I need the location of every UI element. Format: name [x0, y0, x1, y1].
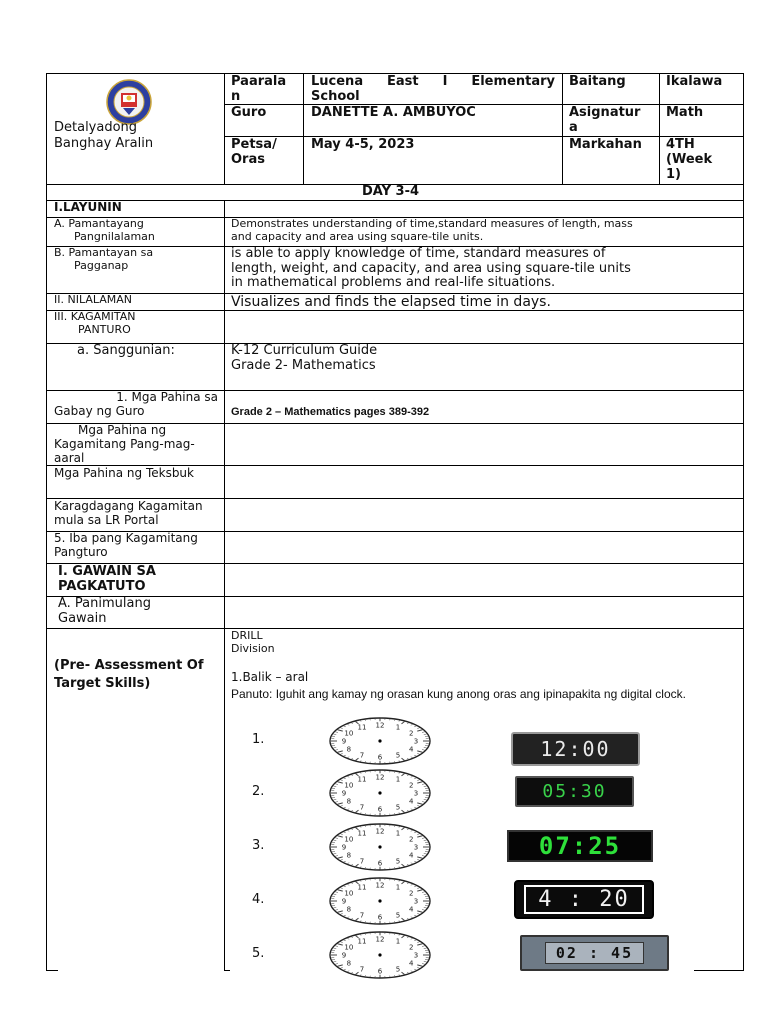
svg-text:6: 6: [377, 753, 383, 762]
svg-text:11: 11: [357, 723, 367, 732]
panimula-label: A. Panimulang Gawain: [58, 596, 151, 626]
sanggunian-value: K-12 Curriculum Guide Grade 2- Mathematics: [231, 343, 378, 373]
svg-text:5: 5: [395, 751, 401, 760]
svg-text:11: 11: [357, 775, 367, 784]
lr-portal-label: Karagdagang Kagamitan mula sa LR Portal: [54, 499, 203, 527]
content-standard-label: A. Pamantayang Pangnilalaman: [54, 217, 155, 243]
svg-text:3: 3: [413, 737, 419, 746]
svg-text:1: 1: [395, 883, 401, 892]
svg-text:6: 6: [377, 805, 383, 814]
svg-text:7: 7: [359, 803, 365, 812]
analog-clock-icon[interactable]: [328, 822, 432, 872]
iba-pang-label: 5. Iba pang Kagamitang Pangturo: [54, 531, 198, 559]
svg-text:8: 8: [346, 797, 352, 806]
svg-text:10: 10: [344, 781, 354, 790]
svg-text:3: 3: [413, 951, 419, 960]
svg-text:1: 1: [395, 723, 401, 732]
subject-value: Math: [666, 105, 704, 120]
exercise-item-number: 3.: [252, 838, 265, 853]
svg-text:7: 7: [359, 965, 365, 974]
svg-text:8: 8: [346, 905, 352, 914]
svg-text:4: 4: [408, 797, 414, 806]
svg-text:3: 3: [413, 789, 419, 798]
school-label: Paarala n: [231, 74, 287, 104]
mag-aaral-pages-label: Mga Pahina ng Kagamitang Pang-mag- aaral: [54, 423, 195, 465]
svg-text:9: 9: [341, 737, 347, 746]
svg-text:9: 9: [341, 789, 347, 798]
svg-text:12: 12: [375, 773, 385, 782]
svg-text:10: 10: [344, 729, 354, 738]
svg-text:10: 10: [344, 943, 354, 952]
svg-text:12: 12: [375, 721, 385, 730]
svg-text:1: 1: [395, 829, 401, 838]
gawain-heading: I. GAWAIN SA PAGKATUTO: [58, 564, 156, 594]
deped-seal-logo: [101, 79, 157, 125]
svg-text:6: 6: [377, 967, 383, 976]
analog-clock-icon[interactable]: [328, 768, 432, 818]
exercise-item-number: 4.: [252, 892, 265, 907]
svg-text:7: 7: [359, 857, 365, 866]
teacher-value: DANETTE A. AMBUYOC: [311, 105, 476, 120]
digital-clock-display: 05:30: [515, 776, 634, 807]
svg-text:1: 1: [395, 937, 401, 946]
svg-text:2: 2: [408, 835, 414, 844]
performance-standard-label: B. Pamantayan sa Pagganap: [54, 246, 154, 272]
grade-value: Ikalawa: [666, 74, 723, 89]
svg-text:12: 12: [375, 881, 385, 890]
digital-clock-display: 12:00: [511, 732, 640, 766]
panuto-instruction: Panuto: Iguhit ang kamay ng orasan kung anong oras ang ipinapakita ng digital clock.: [231, 687, 686, 701]
svg-text:10: 10: [344, 835, 354, 844]
guro-pages-value: Grade 2 – Mathematics pages 389-392: [231, 406, 430, 418]
plan-title: Detalyadong Banghay Aralin: [54, 120, 154, 151]
grade-label: Baitang: [569, 74, 626, 89]
analog-clock-icon[interactable]: [328, 716, 432, 766]
svg-text:5: 5: [395, 911, 401, 920]
svg-text:6: 6: [377, 859, 383, 868]
analog-clock-icon[interactable]: [328, 930, 432, 980]
svg-text:11: 11: [357, 937, 367, 946]
svg-text:9: 9: [341, 843, 347, 852]
nilalaman-label: II. NILALAMAN: [54, 293, 133, 306]
svg-text:1: 1: [395, 775, 401, 784]
svg-text:4: 4: [408, 959, 414, 968]
svg-text:4: 4: [408, 745, 414, 754]
svg-text:11: 11: [357, 883, 367, 892]
content-standard-value: Demonstrates understanding of time,standard measures of length, mass and capacity and area using square-tile units.: [231, 217, 633, 243]
date-label: Petsa/ Oras: [231, 137, 277, 167]
quarter-label: Markahan: [569, 137, 642, 152]
drill-label: DRILL: [231, 629, 263, 642]
quarter-value: 4TH (Week 1): [666, 137, 713, 182]
digital-clock-display: 07:25: [507, 830, 653, 862]
day-heading: DAY 3-4: [362, 184, 420, 199]
kagamitan-label: III. KAGAMITAN PANTURO: [54, 310, 136, 336]
svg-text:2: 2: [408, 781, 414, 790]
layunin-heading: I.LAYUNIN: [54, 200, 122, 214]
svg-text:8: 8: [346, 851, 352, 860]
guro-pages-label: 1. Mga Pahina sa Gabay ng Guro: [54, 390, 218, 418]
svg-text:9: 9: [341, 951, 347, 960]
pre-assessment-label: (Pre- Assessment Of Target Skills): [54, 658, 204, 692]
svg-text:4: 4: [408, 851, 414, 860]
exercise-item-number: 2.: [252, 784, 265, 799]
performance-standard-value: is able to apply knowledge of time, standard measures of length, weight, and capacity, and area using square-tile units in mathematical problems and real-life situations.: [231, 246, 631, 291]
svg-text:9: 9: [341, 897, 347, 906]
svg-text:8: 8: [346, 745, 352, 754]
balik-aral-label: 1.Balik – aral: [231, 670, 309, 684]
school-value: Lucena East I Elementary School: [311, 74, 555, 104]
svg-text:11: 11: [357, 829, 367, 838]
svg-text:7: 7: [359, 751, 365, 760]
digital-clock-display: 4 : 20: [514, 880, 654, 919]
digital-clock-display: 02 : 45: [520, 935, 669, 971]
svg-text:5: 5: [395, 857, 401, 866]
svg-text:10: 10: [344, 889, 354, 898]
svg-text:12: 12: [375, 935, 385, 944]
svg-text:3: 3: [413, 843, 419, 852]
svg-text:8: 8: [346, 959, 352, 968]
svg-text:2: 2: [408, 889, 414, 898]
division-label: Division: [231, 642, 275, 655]
svg-text:4: 4: [408, 905, 414, 914]
exercise-item-number: 5.: [252, 946, 265, 961]
svg-text:12: 12: [375, 827, 385, 836]
svg-text:7: 7: [359, 911, 365, 920]
exercise-item-number: 1.: [252, 732, 265, 747]
teacher-label: Guro: [231, 105, 267, 120]
analog-clock-icon[interactable]: [328, 876, 432, 926]
svg-text:2: 2: [408, 729, 414, 738]
teksbuk-label: Mga Pahina ng Teksbuk: [54, 466, 194, 480]
svg-text:5: 5: [395, 965, 401, 974]
svg-text:3: 3: [413, 897, 419, 906]
date-value: May 4-5, 2023: [311, 137, 415, 152]
nilalaman-value: Visualizes and finds the elapsed time in days.: [231, 294, 551, 310]
svg-text:2: 2: [408, 943, 414, 952]
svg-text:6: 6: [377, 913, 383, 922]
svg-text:5: 5: [395, 803, 401, 812]
sanggunian-label: a. Sanggunian:: [77, 343, 175, 358]
subject-label: Asignatur a: [569, 105, 641, 135]
